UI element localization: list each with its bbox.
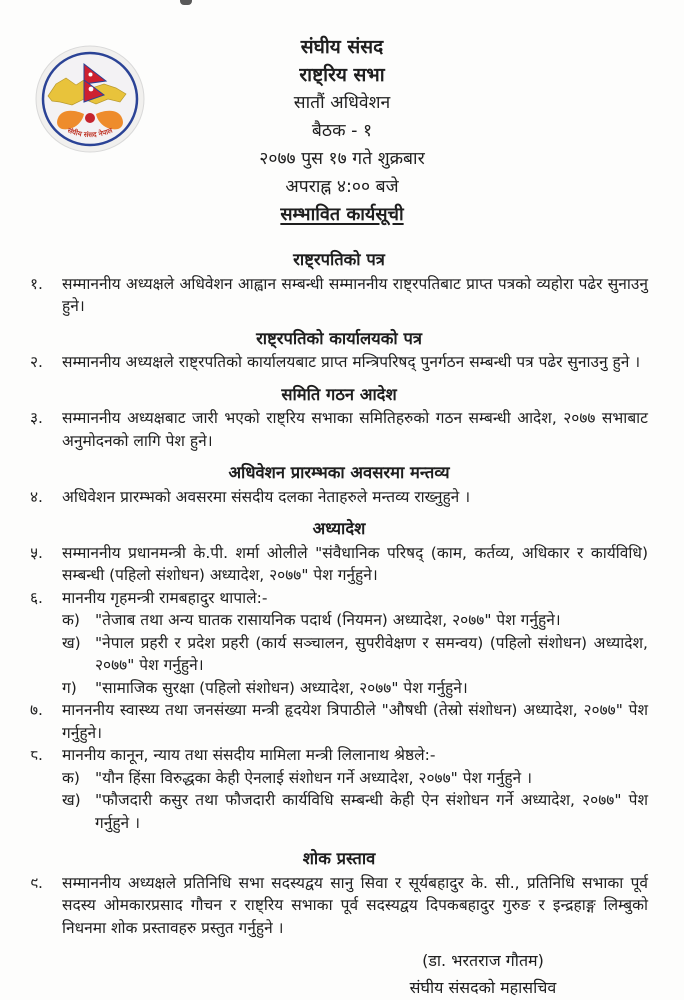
item-text: सम्माननीय अध्यक्षबाट जारी भएको राष्ट्रिय सभाका समितिहरुको गठन सम्बन्धी आदेश, २०७७ सभाबाट अनुमोदनको लागि पेश हुने। [62, 409, 648, 450]
signatory-title: संघीय संसदको महासचिव [409, 978, 557, 997]
agenda-item-6-sub-kha [62, 632, 648, 677]
section-condolence-motion [30, 848, 648, 939]
subitem-label: ग) [62, 678, 77, 697]
subitem-text: "नेपाल प्रहरी र प्रदेश प्रहरी (कार्य सञ्चालन, सुपरीवेक्षण र समन्वय) (पहिलो संशोधन) अध्यादेश, २०७७" पेश गर्नुहुने। [95, 633, 648, 674]
subitem-text: "तेजाब तथा अन्य घातक रासायनिक पदार्थ (नियमन) अध्यादेश, २०७७" पेश गर्नुहुने। [95, 611, 561, 629]
assembly-title: राष्ट्रिय सभा [299, 64, 385, 86]
item-number: ७. [30, 701, 43, 719]
subitem-label: क) [62, 611, 80, 629]
logo-caption-text: संघीय संसद नेपाल [66, 126, 114, 140]
section-ordinances [30, 518, 648, 834]
item-text: माननीय कानून, न्याय तथा संसदीय मामिला मन्त्री लिलानाथ श्रेष्ठले:- [62, 746, 436, 764]
section-committee-order [30, 384, 648, 453]
item-text: सम्माननीय अध्यक्षले राष्ट्रपतिको कार्यालयबाट प्राप्त मन्त्रिपरिषद् पुनर्गठन सम्बन्धी पत्र पढेर सुनाउनु हुने । [62, 353, 641, 371]
scan-speck [180, 0, 192, 5]
federal-parliament-logo [34, 44, 146, 154]
section-heading: राष्ट्रपतिको कार्यालयको पत्र [256, 328, 422, 348]
section-opening-remarks [30, 462, 648, 508]
subitem-text: "सामाजिक सुरक्षा (पहिलो संशोधन) अध्यादेश, २०७७" पेश गर्नुहुने। [95, 678, 468, 697]
subitem-label: क) [62, 768, 80, 787]
agenda-item-1 [30, 273, 648, 318]
section-heading: राष्ट्रपतिको पत्र [293, 250, 385, 269]
agenda-title: सम्भावित कार्यसूची [280, 204, 404, 225]
agenda-item-6-sub-ka [62, 609, 648, 632]
subitem-text: "यौन हिंसा विरुद्धका केही ऐनलाई संशोधन गर्ने अध्यादेश, २०७७" पेश गर्नुहुने । [95, 768, 532, 787]
section-heading: अधिवेशन प्रारम्भका अवसरमा मन्तव्य [228, 463, 450, 482]
subitem-label: ख) [62, 633, 81, 652]
logo-red-orb [85, 113, 95, 123]
section-president-letter [30, 249, 648, 318]
item-number: ८. [30, 746, 43, 764]
agenda-item-9 [30, 872, 648, 940]
agenda-item-4 [30, 486, 648, 509]
meeting-number-line: बैठक - १ [311, 121, 373, 141]
item-text: माननीय गृहमन्त्री रामबहादुर थापाले:- [62, 588, 268, 607]
section-heading: शोक प्रस्ताव [302, 849, 376, 868]
session-line: सातौं अधिवेशन [293, 93, 391, 113]
subitem-label: ख) [62, 791, 81, 809]
signature-block [358, 947, 608, 1000]
item-text: सम्माननीय अध्यक्षले अधिवेशन आह्वान सम्बन्धी सम्माननीय राष्ट्रपतिबाट प्राप्त पत्रको व्यहोरा पढेर सुनाउनु हुने। [62, 274, 648, 315]
item-number: ४. [30, 487, 43, 506]
agenda-item-8-sub-kha [62, 789, 648, 834]
agenda-item-8-sub-ka [62, 767, 648, 790]
item-text: मानननीय स्वास्थ्य तथा जनसंख्या मन्त्री हृदयेश त्रिपाठीले "औषधी (तेस्रो संशोधन) अध्यादेश, २०७७" पेश गर्नुहुने। [62, 701, 648, 742]
org-title: संघीय संसद [300, 36, 384, 58]
agenda-item-7 [30, 699, 648, 744]
item-number: ९. [30, 873, 43, 892]
agenda-body [0, 249, 684, 1000]
item-number: ३. [30, 409, 43, 427]
section-heading: अध्यादेश [312, 519, 366, 538]
agenda-item-2 [30, 351, 648, 374]
item-number: २. [30, 353, 43, 371]
agenda-item-3 [30, 407, 648, 452]
subitem-text: "फौजदारी कसुर तथा फौजदारी कार्यविधि सम्बन्धी केही ऐन संशोधन गर्ने अध्यादेश, २०७७" पेश गर्नुहुने । [95, 791, 648, 832]
agenda-item-5 [30, 542, 648, 587]
agenda-item-6 [30, 587, 648, 610]
item-number: ५. [30, 543, 43, 562]
item-text: अधिवेशन प्रारम्भको अवसरमा संसदीय दलका नेताहरुले मन्तव्य राख्नुहुने । [62, 487, 471, 506]
time-line: अपराह्न ४:०० बजे [285, 177, 399, 197]
signatory-name: (डा. भरतराज गौतम) [422, 951, 544, 970]
item-number: ६. [30, 588, 43, 607]
section-heading: समिति गठन आदेश [281, 384, 397, 404]
date-line: २०७७ पुस १७ गते शुक्रबार [259, 149, 425, 169]
agenda-item-6-sub-ga [62, 677, 648, 700]
item-number: १. [30, 274, 43, 293]
agenda-item-8 [30, 744, 648, 767]
item-text: सम्माननीय प्रधानमन्त्री के.पी. शर्मा ओलीले "संवैधानिक परिषद् (काम, कर्तव्य, अधिकार र कार्यविधि) सम्बन्धी (पहिलो संशोधन) अध्यादेश, २०७७" पेश गर्नुहुने। [62, 543, 648, 584]
section-president-office-letter [30, 328, 648, 374]
item-text: सम्माननीय अध्यक्षले प्रतिनिधि सभा सदस्यद्वय सानु सिवा र सूर्यबहादुर के. सी., प्रतिनिधि सभाका पूर्व सदस्य ओमकारप्रसाद गौचन र राष्ट्रिय सभाका पूर्व सदस्यद्वय दिपकबहादुर गुरुङ र इन्द्रहाङ्ग लिम्बुको निधनमा शोक प्रस्तावहरु प्रस्तुत गर्नुहुने । [62, 873, 648, 937]
